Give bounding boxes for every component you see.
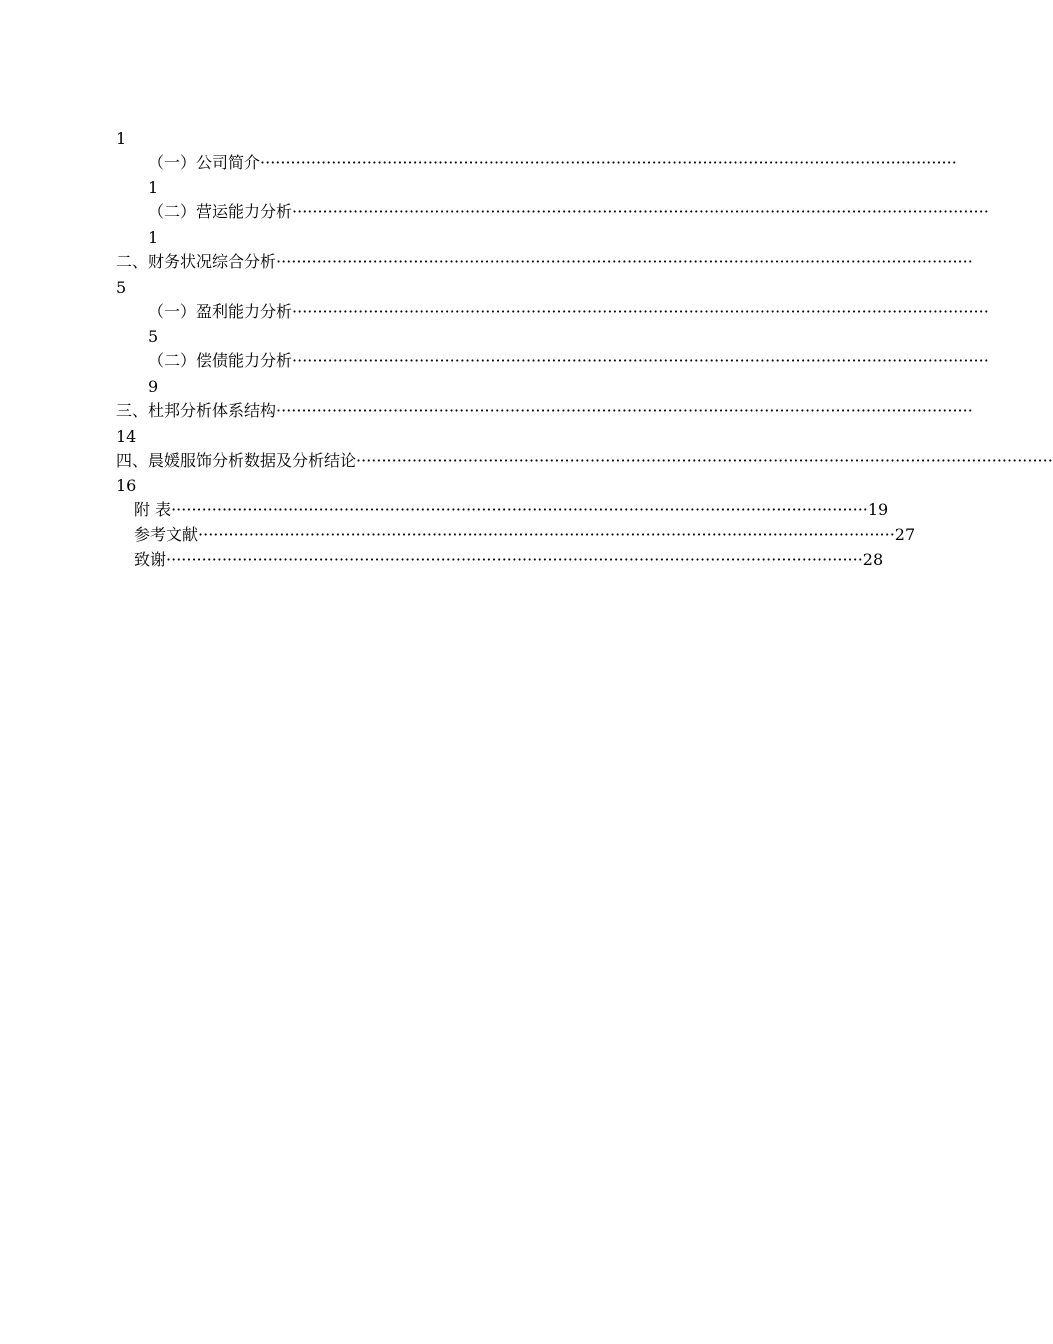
toc-leader-dots: ········································································································································· xyxy=(166,550,863,569)
toc-entry[interactable] xyxy=(148,152,957,174)
toc-entry-label: 三、杜邦分析体系结构 xyxy=(116,401,277,420)
toc-leader-dots: ········································································································································· xyxy=(171,500,868,519)
toc-entry[interactable] xyxy=(134,499,889,521)
toc-leader-dots: ········································································································································· xyxy=(276,401,973,420)
toc-entry-label: 致谢 xyxy=(134,550,167,569)
toc-entry[interactable] xyxy=(148,301,989,323)
toc-entry-label: 二、财务状况综合分析 xyxy=(116,252,277,271)
toc-leader-dots: ········································································································································· xyxy=(292,351,989,370)
toc-entry-label: （一）公司简介 xyxy=(148,153,261,172)
toc-page-number: 5 xyxy=(116,278,127,297)
toc-entry[interactable] xyxy=(148,350,989,372)
toc-entry[interactable] xyxy=(134,524,916,546)
toc-leader-dots: ········································································································································· xyxy=(276,252,973,271)
toc-leader-dots: ········································································································································· xyxy=(292,202,989,221)
toc-page-number: 28 xyxy=(862,550,884,569)
toc-entry[interactable] xyxy=(116,400,973,422)
toc-entry[interactable] xyxy=(116,450,1053,472)
toc-page-number: 1 xyxy=(148,228,159,247)
toc-page-number: 9 xyxy=(148,377,159,396)
toc-entry-label: 参考文献 xyxy=(134,525,199,544)
toc-leader-dots: ········································································································································· xyxy=(260,153,957,172)
toc-page-number: 16 xyxy=(116,476,137,495)
toc-page-number: 19 xyxy=(867,500,889,519)
toc-entry[interactable] xyxy=(148,201,989,223)
toc-entry-label: （二）偿债能力分析 xyxy=(148,351,293,370)
toc-leader-dots: ········································································································································· xyxy=(198,525,895,544)
toc-entry-label: 附 表 xyxy=(134,500,172,519)
toc-entry-label: （二）营运能力分析 xyxy=(148,202,293,221)
toc-entry-label: （一）盈利能力分析 xyxy=(148,302,293,321)
toc-page-number: 1 xyxy=(148,178,159,197)
toc-entry-label: 四、晨媛服饰分析数据及分析结论 xyxy=(116,451,357,470)
toc-page-number: 27 xyxy=(894,525,916,544)
toc-page-number: 14 xyxy=(116,427,137,446)
toc-entry[interactable] xyxy=(134,549,884,571)
toc-leader-dots: ········································································································································· xyxy=(292,302,989,321)
toc-page-number: 5 xyxy=(148,327,159,346)
toc-entry[interactable] xyxy=(116,251,973,273)
toc-leader-dots: ········································································································································· xyxy=(356,451,1053,470)
toc-page-number: 1 xyxy=(116,129,127,148)
